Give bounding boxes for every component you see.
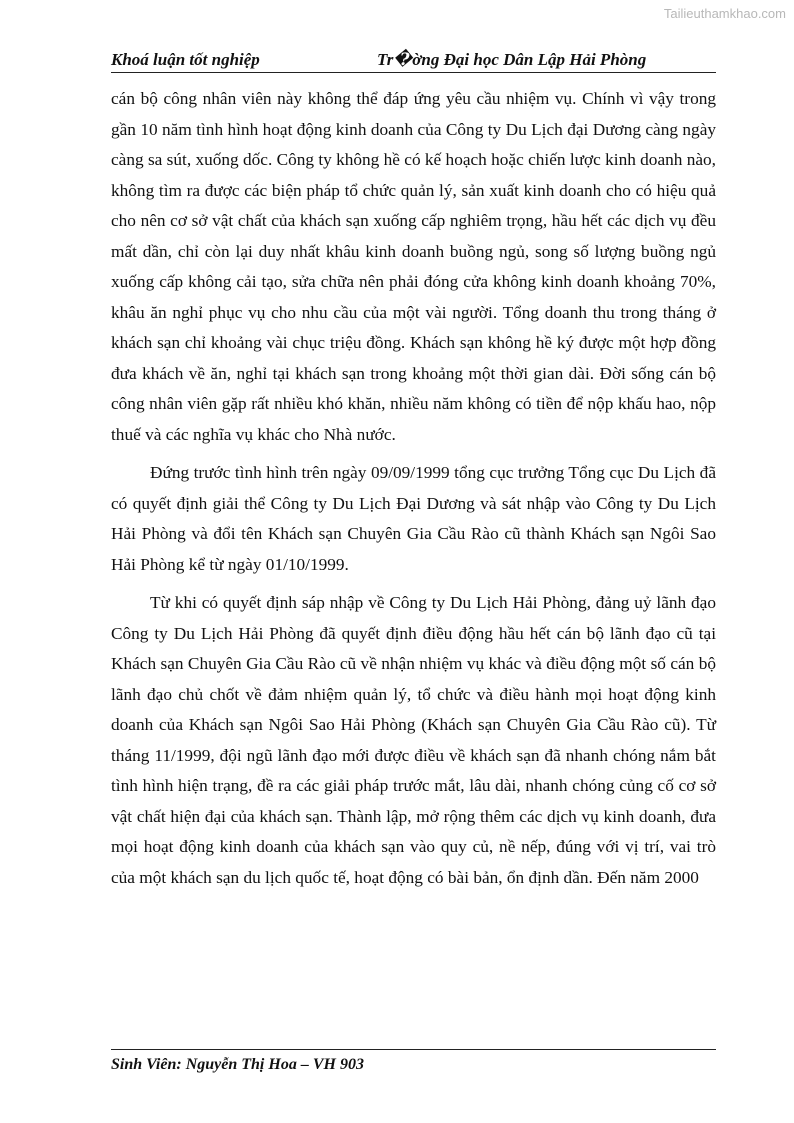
header-university: Tr�ờng Đại học Dân Lập Hải Phòng (377, 50, 647, 69)
header-thesis-title: Khoá luận tốt nghiệp (111, 50, 260, 69)
watermark: Tailieuthamkhao.com (663, 6, 786, 21)
paragraph-2: Đứng trước tình hình trên ngày 09/09/1999 tổng cục trưởng Tổng cục Du Lịch đã có quyết định giải thể Công ty Du Lịch Đại Dương và sát nhập vào Công ty Du Lịch Hải Phòng và đổi tên Khách sạn Chuyên Gia Cầu Rào cũ thành Khách sạn Ngôi Sao Hải Phòng kể từ ngày 01/10/1999. (111, 463, 716, 574)
footer-rule (111, 1049, 716, 1050)
page-header (111, 50, 714, 74)
page-footer: Sinh Viên: Nguyễn Thị Hoa – VH 903 (111, 1056, 364, 1073)
paragraph-1: cán bộ công nhân viên này không thể đáp ứng yêu cầu nhiệm vụ. Chính vì vậy trong gần 10 năm tình hình hoạt động kinh doanh của Công ty Du Lịch đại Dương càng ngày càng sa sút, xuống dốc. Công ty không hề có kế hoạch hoặc chiến lược kinh doanh nào, không tìm ra được các biện pháp tổ chức quản lý, sản xuất kinh doanh cho có hiệu quả cho nên cơ sở vật chất của khách sạn xuống cấp nghiêm trọng, hầu hết các dịch vụ đều mất dần, chỉ còn lại duy nhất khâu kinh doanh buồng ngủ, song số lượng buồng ngủ xuống cấp không cải tạo, sửa chữa nên phải đóng cửa không kinh doanh khoảng 70%, khâu ăn nghỉ phục vụ cho nhu cầu của một vài người. Tổng doanh thu trong tháng ở khách sạn chỉ khoảng vài chục triệu đồng. Khách sạn không hề ký được một hợp đồng đưa khách về ăn, nghỉ tại khách sạn trong khoảng một thời gian dài. Đời sống cán bộ công nhân viên gặp rất nhiều khó khăn, nhiều năm không có tiền để nộp khấu hao, nộp thuế và các nghĩa vụ khác cho Nhà nước. (111, 89, 716, 444)
body-text (111, 84, 716, 893)
header-rule (111, 72, 716, 73)
paragraph-3: Từ khi có quyết định sáp nhập về Công ty Du Lịch Hải Phòng, đảng uỷ lãnh đạo Công ty Du Lịch Hải Phòng đã quyết định điều động hầu hết cán bộ lãnh đạo cũ tại Khách sạn Chuyên Gia Cầu Rào cũ về nhận nhiệm vụ khác và điều động một số cán bộ lãnh đạo chủ chốt về đảm nhiệm quản lý, tổ chức và điều hành mọi hoạt động kinh doanh của Khách sạn Ngôi Sao Hải Phòng (Khách sạn Chuyên Gia Cầu Rào cũ). Từ tháng 11/1999, đội ngũ lãnh đạo mới được điều về khách sạn đã nhanh chóng nắm bắt tình hình hiện trạng, đề ra các giải pháp trước mắt, lâu dài, nhanh chóng củng cố cơ sở vật chất hiện đại của khách sạn. Thành lập, mở rộng thêm các dịch vụ kinh doanh, đưa mọi hoạt động kinh doanh của khách sạn vào quy củ, nề nếp, đúng với vị trí, vai trò của một khách sạn du lịch quốc tế, hoạt động có bài bản, ổn định dần. Đến năm 2000 (111, 593, 716, 887)
